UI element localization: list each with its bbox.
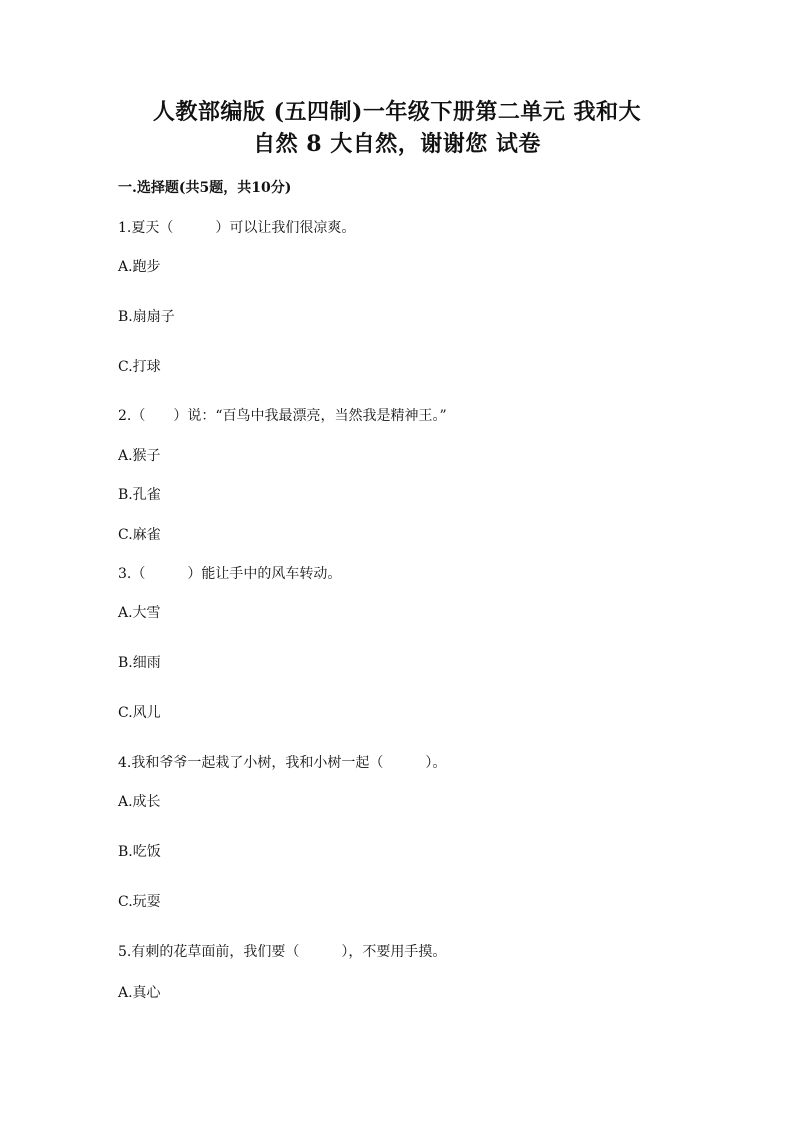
question-3-option-c: C.风儿 [118, 705, 161, 721]
document-title-line-2: 自然 8 大自然，谢谢您 试卷 [253, 131, 541, 157]
question-5-option-a: A.真心 [118, 985, 161, 1001]
question-1-stem: 1.夏天（ ）可以让我们很凉爽。 [118, 220, 356, 236]
document-title-line-1: 人教部编版 (五四制)一年级下册第二单元 我和大 [152, 99, 642, 125]
question-2-stem: 2.（ ）说：“百鸟中我最漂亮，当然我是精神王。” [118, 408, 447, 424]
question-4-option-a: A.成长 [118, 794, 161, 810]
question-1-option-a: A.跑步 [118, 259, 161, 275]
question-1-option-b: B.扇扇子 [118, 309, 175, 325]
question-4-option-c: C.玩耍 [118, 894, 161, 910]
question-1-option-c: C.打球 [118, 359, 161, 375]
question-2-option-a: A.猴子 [118, 448, 161, 464]
question-3-stem: 3.（ ）能让手中的风车转动。 [118, 566, 342, 582]
question-3-option-a: A.大雪 [118, 605, 161, 621]
section-heading: 一.选择题(共5题，共10分) [118, 180, 292, 196]
question-2-option-b: B.孔雀 [118, 487, 161, 503]
question-4-option-b: B.吃饭 [118, 844, 161, 860]
question-2-option-c: C.麻雀 [118, 527, 161, 543]
question-4-stem: 4.我和爷爷一起栽了小树，我和小树一起（ ）。 [118, 755, 447, 771]
question-5-stem: 5.有刺的花草面前，我们要（ ），不要用手摸。 [118, 944, 447, 960]
question-3-option-b: B.细雨 [118, 655, 161, 671]
